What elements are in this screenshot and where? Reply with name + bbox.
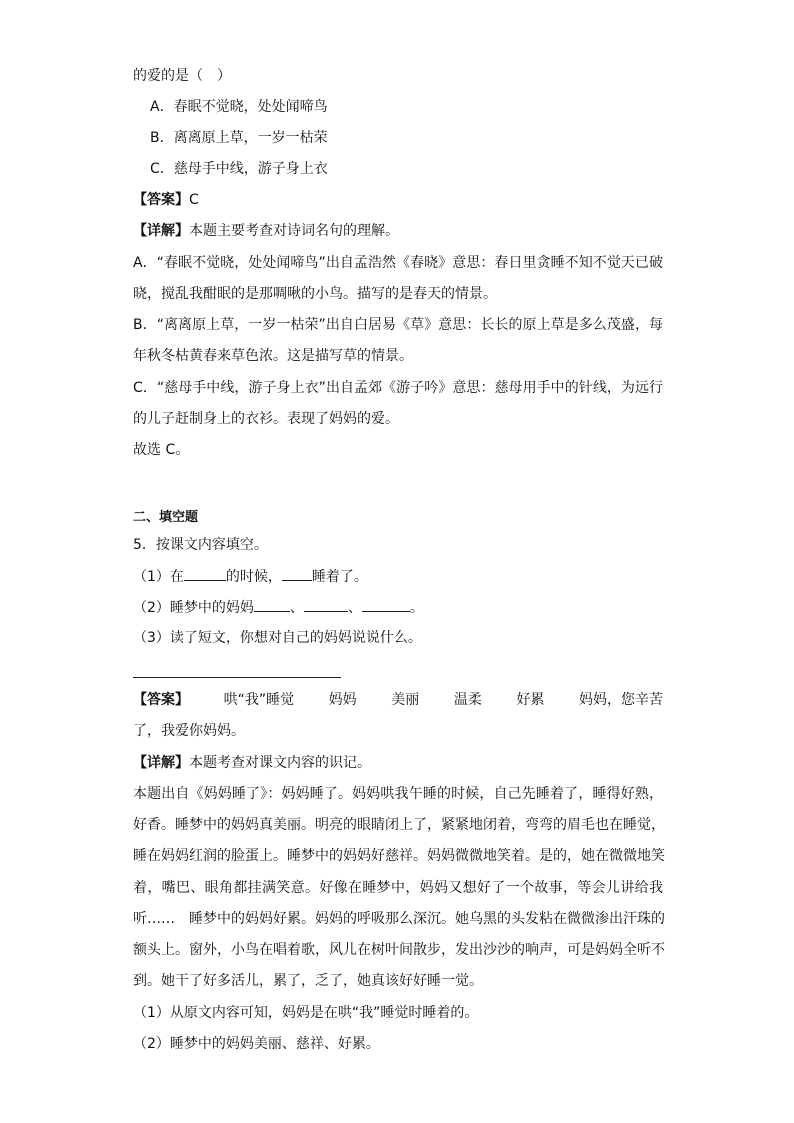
passage-line: 本题出自《妈妈睡了》：妈妈睡了。妈妈哄我午睡的时候，自己先睡着了，睡得好熟，: [133, 786, 663, 802]
explain-a-line2: 晓，搅乱我酣眠的是那啁啾的小鸟。描写的是春天的情景。: [133, 286, 497, 302]
question-5-stem: 5．按课文内容填空。: [133, 537, 268, 553]
option-c: C．慈母手中线，游子身上衣: [150, 161, 328, 177]
passage-line: 听…… 睡梦中的妈妈好累。妈妈的呼吸那么深沉。她乌黑的头发粘在微微渗出汗珠的: [133, 911, 665, 927]
question-stem-tail: 的爱的是（ ）: [133, 68, 231, 84]
sub1-text-c: 睡着了。: [311, 569, 368, 585]
explain-point-1: （1）从原文内容可知，妈妈是在哄“我”睡觉时睡着的。: [133, 1005, 479, 1021]
sub1-text-a: （1）在: [133, 569, 184, 585]
blank-5[interactable]: [362, 597, 410, 612]
answer-item-5: 好累: [516, 692, 545, 708]
explain-label: 【详解】: [133, 223, 189, 239]
sub1-text-b: 的时候，: [225, 569, 282, 585]
sub2-text-a: （2）睡梦中的妈妈: [133, 600, 254, 616]
explain-label: 【详解】: [133, 755, 189, 771]
explain-intro: 本题主要考查对诗词名句的理解。: [189, 223, 399, 239]
answer-item-2: 妈妈: [328, 692, 357, 708]
section-heading: 二、填空题: [133, 510, 199, 525]
sub-question-1: [133, 566, 663, 587]
explain-a-line1: A．“春眠不觉晓，处处闻啼鸟”出自孟浩然《春晓》意思：春日里贪睡不知不觉天已破: [133, 255, 663, 271]
sub2-end: 。: [409, 600, 424, 616]
passage-line: 额头上。窗外，小鸟在唱着歌，风儿在树叶间散步，发出沙沙的响声，可是妈妈全听不: [133, 942, 665, 958]
blank-4[interactable]: [304, 597, 348, 612]
sub-question-2: [133, 597, 663, 618]
answer-underline[interactable]: [133, 677, 341, 678]
explain-b-line1: B．“离离原上草，一岁一枯荣”出自白居易《草》意思：长长的原上草是多么茂盛，每: [133, 317, 663, 333]
option-a: A．春眠不觉晓，处处闻啼鸟: [150, 99, 328, 115]
answer-item-4: 温柔: [453, 692, 482, 708]
explain-c-line1: C．“慈母手中线，游子身上衣”出自孟郊《游子吟》意思：慈母用手中的针线，为远行: [133, 380, 663, 396]
blank-1[interactable]: [184, 566, 226, 581]
answer-item-6: 妈妈，您辛苦: [578, 692, 663, 708]
explain-line: [133, 753, 663, 773]
passage-line: 着，嘴巴、眼角都挂满笑意。好像在睡梦中，妈妈又想好了一个故事，等会儿讲给我: [133, 880, 663, 896]
explain-point-2: （2）睡梦中的妈妈美丽、慈祥、好累。: [133, 1036, 380, 1052]
sub-question-3: （3）读了短文，你想对自己的妈妈说说什么。: [133, 630, 422, 646]
explain-c-line2: 的儿子赶制身上的衣衫。表现了妈妈的爱。: [133, 411, 399, 427]
option-b: B．离离原上草，一岁一枯荣: [150, 130, 328, 146]
passage-line: 好香。睡梦中的妈妈真美丽。明亮的眼睛闭上了，紧紧地闭着，弯弯的眉毛也在睡觉，: [133, 817, 665, 833]
blank-3[interactable]: [254, 597, 290, 612]
answer-value: C: [189, 192, 199, 208]
sub2-separator: 、: [289, 600, 304, 616]
answer-label: 【答案】: [133, 692, 189, 708]
explain-line: [133, 221, 663, 241]
answer-row: [133, 690, 663, 710]
answer-line: [133, 190, 663, 210]
passage-line: 到。她干了好多活儿，累了，乏了，她真该好好睡一觉。: [133, 973, 483, 989]
sub2-separator: 、: [347, 600, 362, 616]
explain-intro: 本题考查对课文内容的识记。: [189, 755, 371, 771]
answer-label: 【答案】: [133, 192, 189, 208]
answer-item-1: 哄“我”睡觉: [223, 692, 295, 708]
answer-continuation: 了，我爱你妈妈。: [133, 723, 245, 739]
blank-2[interactable]: [282, 566, 312, 581]
conclusion: 故选 C。: [133, 442, 190, 458]
answer-item-3: 美丽: [391, 692, 420, 708]
explain-b-line2: 年秋冬枯黄春来草色浓。这是描写草的情景。: [133, 348, 413, 364]
passage-line: 睡在妈妈红润的脸蛋上。睡梦中的妈妈好慈祥。妈妈微微地笑着。是的，她在微微地笑: [133, 848, 665, 864]
